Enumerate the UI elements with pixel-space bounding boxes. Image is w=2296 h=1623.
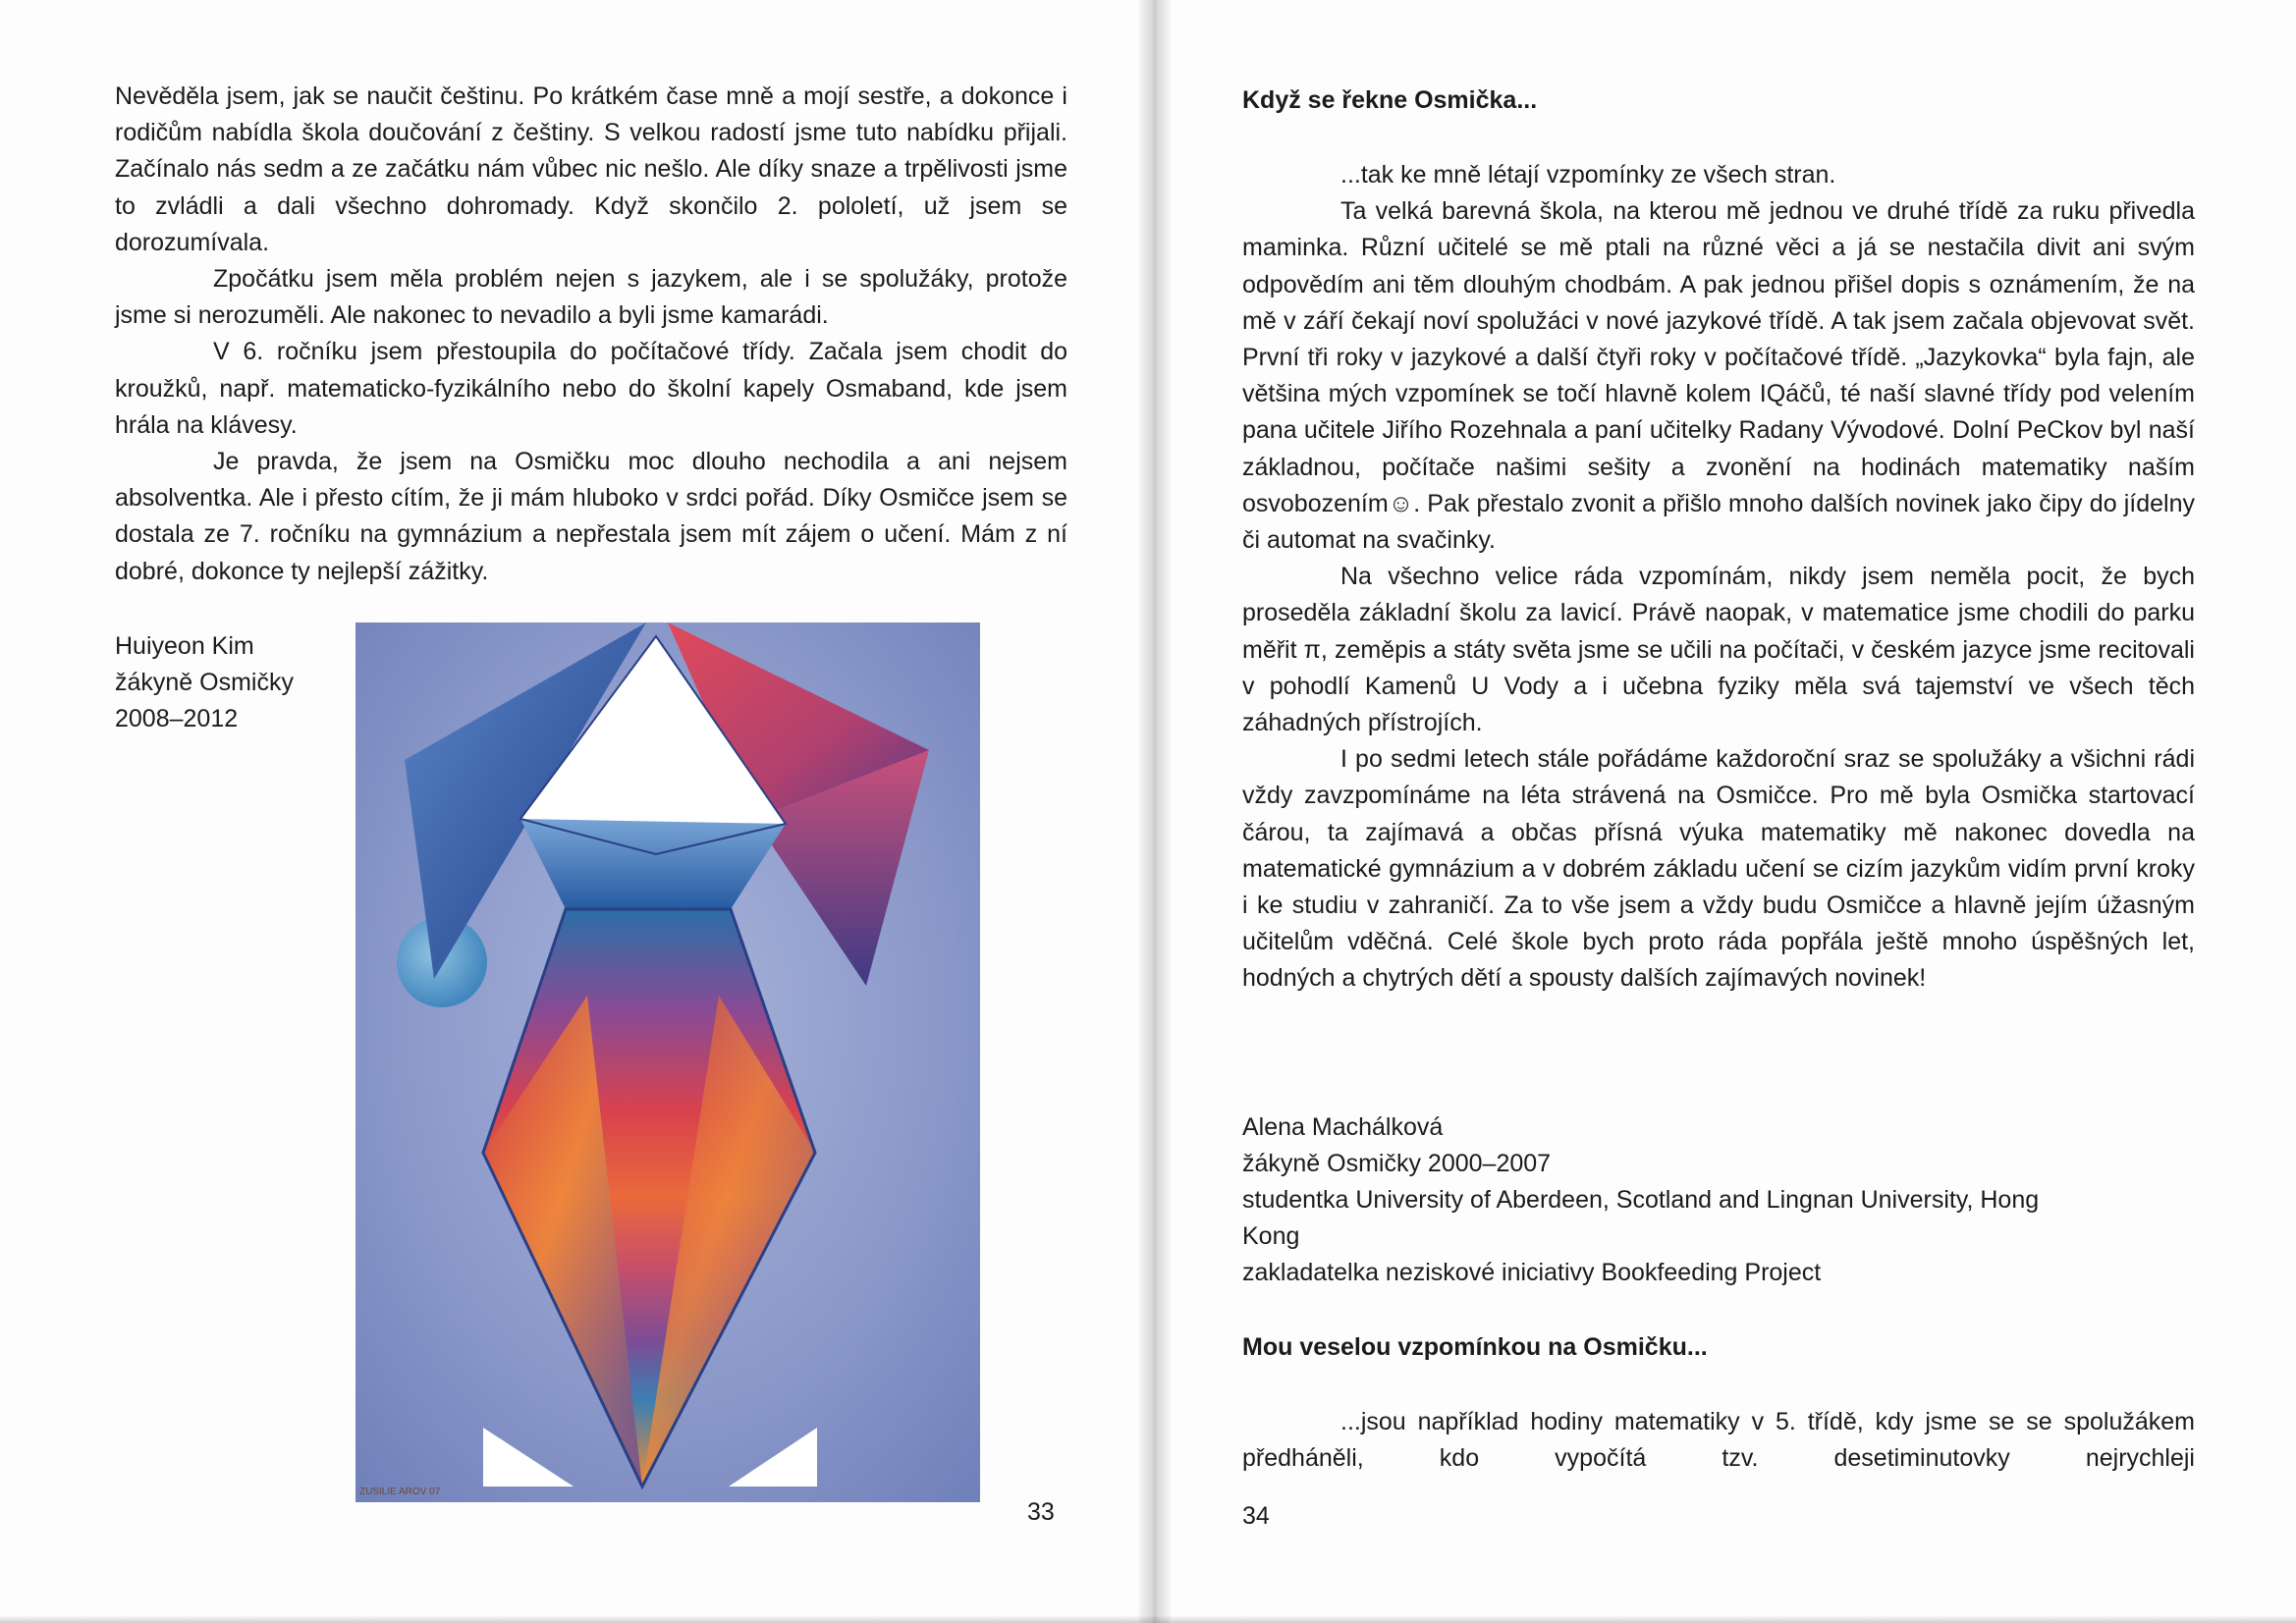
signature-line: Kong — [1242, 1222, 1300, 1250]
paragraph: I po sedmi letech stále pořádáme každoroční sraz se spolužáky a všichni rádi vždy zavzpomínáme na léta strávená na Osmičce. Pro mě byla Osmička startovací čárou, ta zajímavá a občas přísná výuka matematiky mě nakonec dovedla na matematické gymnázium a v dobrém základu učení se cizím jazykům vidím první kroky i ke studiu v zahraničí. Za to vše jsem a vždy budu Osmičce a hlavně jejím úžasným učitelům vděčná. Celé škole bych proto ráda popřála ještě mnoho úspěšných let, hodných a chytrých dětí a spousty dalších zajímavých novinek! — [1242, 745, 2195, 993]
signature-line: Huiyeon Kim — [115, 632, 254, 660]
book-gutter — [1139, 0, 1171, 1623]
left-page-body — [115, 79, 1067, 590]
right-page-body-2 — [1242, 1404, 2195, 1477]
paragraph: V 6. ročníku jsem přestoupila do počítačové třídy. Začala jsem chodit do kroužků, např. matematicko-fyzikálního nebo do školní kapely Osmaband, kde jsem hrála na klávesy. — [115, 338, 1067, 439]
right-signature — [1242, 1109, 2039, 1291]
paragraph: ...tak ke mně létají vzpomínky ze všech stran. — [1340, 161, 1836, 189]
left-signature — [115, 628, 294, 737]
paragraph: Je pravda, že jsem na Osmičku moc dlouho nechodila a ani nejsem absolventka. Ale i přesto cítím, že ji mám hluboko v srdci pořád. Díky Osmičce jsem se dostala ze 7. ročníku na gymnázium a nepřestala jsem mít zájem o učení. Mám z ní dobré, dokonce ty nejlepší zážitky. — [115, 448, 1067, 585]
paragraph: Ta velká barevná škola, na kterou mě jednou ve druhé třídě za ruku přivedla maminka. Různí učitelé se mě ptali na různé věci a já se nestačila divit ani svým odpovědím ani těm dlouhým chodbám. A pak jednou přišel dopis s oznámením, že na mě v září čekají noví spolužáci v nové jazykové třídě. A tak jsem začala objevovat svět. První tři roky v jazykové a další čtyři roky v počítačové třídě. „Jazykovka“ byla fajn, ale většina mých vzpomínek se točí hlavně kolem IQáčů, té naší slavné třídy pod velením pana učitele Jiřího Rozehnala a paní učitelky Radany Vývodové. Dolní PeCkov byl naší základnou, počítače našimi sešity a zvonění na hodinách matematiky naším osvobozením☺. Pak přestalo zvonit a přišlo mnoho dalších novinek jako čipy do jídelny či automat na svačinky. — [1242, 197, 2195, 555]
paragraph: Na všechno velice ráda vzpomínám, nikdy jsem neměla pocit, že bych proseděla základní školu za lavicí. Právě naopak, v matematice jsme chodili do parku měřit π, zeměpis a státy světa jsme se učili na počítači, v českém jazyce jsme recitovali v pohodlí Kamenů U Vody a i učebna fyziky měla svá tajemství ve všech těch záhadných přístrojích. — [1242, 563, 2195, 737]
signature-line: Alena Machálková — [1242, 1113, 1444, 1141]
page-number-right: 34 — [1242, 1502, 1270, 1530]
signature-line: studentka University of Aberdeen, Scotland and Lingnan University, Hong — [1242, 1186, 2040, 1214]
signature-line: 2008–2012 — [115, 705, 239, 732]
signature-line: žákyně Osmičky 2000–2007 — [1242, 1150, 1552, 1177]
right-page-body — [1242, 157, 2195, 998]
signature-line: zakladatelka neziskové iniciativy Bookfeeding Project — [1242, 1259, 1822, 1286]
geometric-figure-drawing — [355, 622, 980, 1502]
section-heading: Když se řekne Osmička... — [1242, 86, 1538, 114]
section-heading: Mou veselou vzpomínkou na Osmičku... — [1242, 1333, 1708, 1361]
artwork-illustration — [355, 622, 980, 1502]
paragraph: ...jsou například hodiny matematiky v 5. třídě, kdy jsme se se spolužákem předháněli, kdo vypočítá tzv. desetiminutovky nejrychleji — [1242, 1408, 2195, 1473]
page-number-left: 33 — [1027, 1498, 1055, 1526]
signature-line: žákyně Osmičky — [115, 669, 294, 696]
artist-signature: ZUSILIE AROV 07 — [359, 1487, 441, 1497]
paragraph: Zpočátku jsem měla problém nejen s jazykem, ale i se spolužáky, protože jsme si nerozuměli. Ale nakonec to nevadilo a byli jsme kamarádi. — [115, 265, 1067, 330]
page-bottom-edge — [0, 1615, 2296, 1623]
paragraph: Nevěděla jsem, jak se naučit češtinu. Po krátkém čase mně a mojí sestře, a dokonce i rodičům nabídla škola doučování z češtiny. S velkou radostí jsme tuto nabídku přijali. Začínalo nás sedm a ze začátku nám vůbec nic nešlo. Ale díky snaze a trpělivosti jsme to zvládli a dali všechno dohromady. Když skončilo 2. pololetí, už jsem se dorozumívala. — [115, 82, 1067, 256]
